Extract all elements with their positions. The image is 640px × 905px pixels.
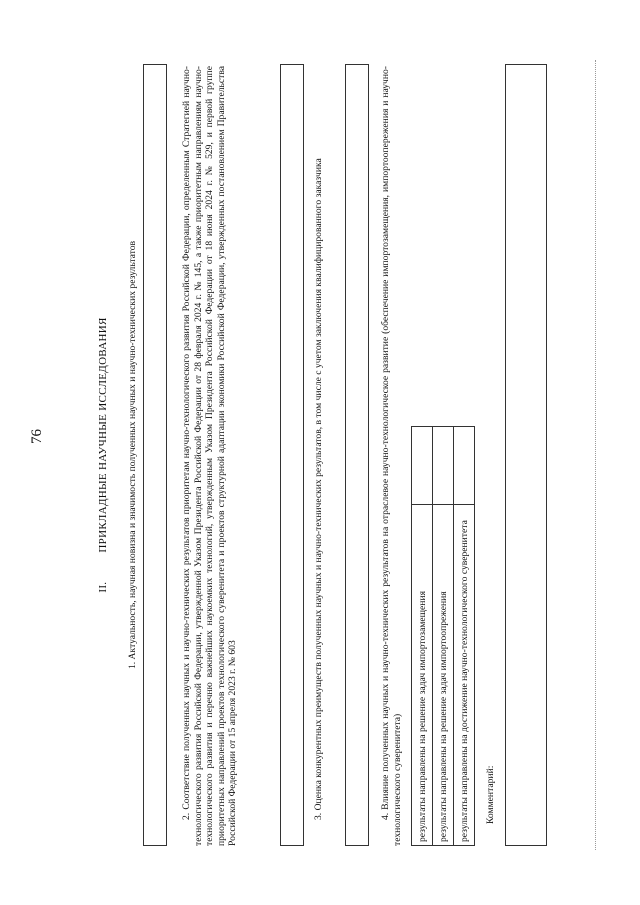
item-4-label: 4. Влияние полученных научных и научно-технических результатов на отраслевое научно-технологическое развитие (обеспечение импортозамещения, импортоопережения и научно-технологического суверенитета) bbox=[380, 66, 403, 846]
item-1-answer-box[interactable] bbox=[143, 64, 167, 846]
page-content bbox=[75, 60, 595, 850]
comment-label: Комментарий: bbox=[485, 765, 496, 824]
item-2-answer-box[interactable] bbox=[280, 64, 304, 846]
item-2-label: 2. Соответствие полученных научных и научно-технических результатов приоритетам научно-технологического развития Российской Федерации, определенным Стратегией научно-технологического развития Российской Федерации, утвержденной Указом Президента Российской Федерации от 28 февраля 2024 г. № 145, а также приоритетным направлениям научно-технологического развития и перечню важнейших наукоемких технологий, утвержденным Указом Президента Российской Федерации от 18 июня 2024 г. № 529, и первой группе приоритетных направлений проектов технологического суверенитета и проектов структурной адаптации экономики Российской Федерации, утвержденных постановлением Правительства Российской Федерации от 15 апреля 2023 г. № 603 bbox=[181, 66, 239, 846]
section-header bbox=[97, 60, 109, 850]
impact-row-value-cell[interactable] bbox=[433, 427, 454, 505]
page-number: 76 bbox=[29, 429, 45, 444]
impact-row-value-cell[interactable] bbox=[412, 427, 433, 505]
item-3-label: 3. Оценка конкурентных преимуществ полученных научных и научно-технических результатов, в том числе с учетом заключения квалифицированного заказчика bbox=[313, 158, 324, 820]
section-title: ПРИКЛАДНЫЕ НАУЧНЫЕ ИССЛЕДОВАНИЯ bbox=[97, 317, 109, 553]
item-1-label: 1. Актуальность, научная новизна и значимость полученных научных и научно-технических результатов bbox=[127, 240, 138, 670]
impact-row-label: результаты направлены на решение задач импортоопрежения bbox=[433, 504, 454, 845]
comment-box[interactable] bbox=[505, 64, 547, 846]
table-row bbox=[412, 427, 433, 846]
item-3-answer-box[interactable] bbox=[345, 64, 369, 846]
impact-row-label: результаты направлены на решение задач импортозамещения bbox=[412, 504, 433, 845]
impact-row-value-cell[interactable] bbox=[454, 427, 475, 505]
impact-table bbox=[411, 426, 475, 846]
bottom-scan-edge bbox=[595, 60, 596, 850]
table-row bbox=[433, 427, 454, 846]
table-row bbox=[454, 427, 475, 846]
section-number: II. bbox=[97, 581, 109, 593]
impact-row-label: результаты направлены на достижение научно-технологического суверенитета bbox=[454, 504, 475, 845]
